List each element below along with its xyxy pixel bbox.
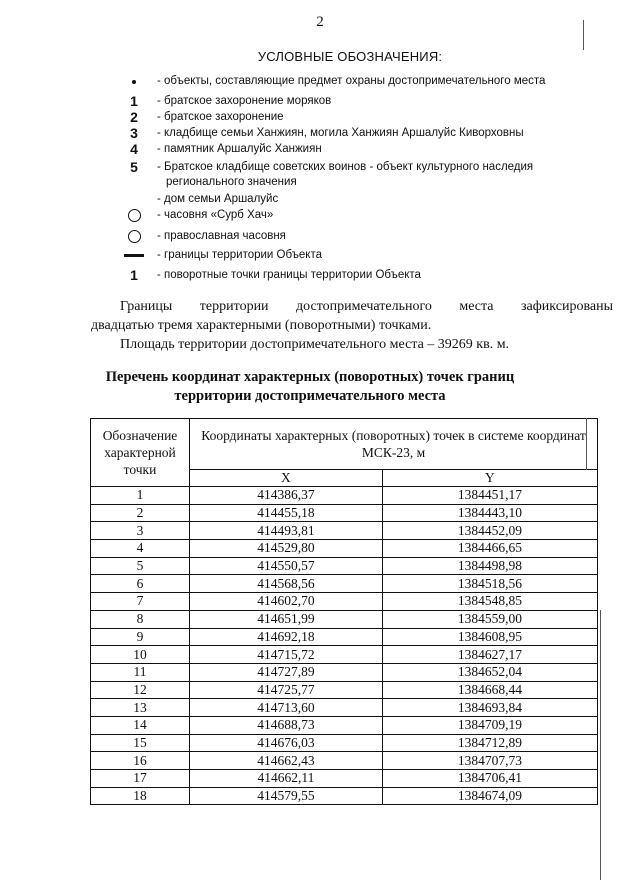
cell-point-number: 9 <box>91 628 190 646</box>
legend-text: - братское захоронение <box>157 111 284 123</box>
cell-x: 414550,57 <box>190 557 383 575</box>
cell-y: 1384706,41 <box>382 770 597 788</box>
legend-text: - объекты, составляющие предмет охраны достопримечательного места <box>157 75 546 87</box>
cell-x: 414725,77 <box>190 681 383 699</box>
cell-x: 414529,80 <box>190 540 383 558</box>
legend-text: - часовня «Сурб Хач» <box>157 209 274 221</box>
legend-symbol <box>118 74 150 88</box>
cell-y: 1384652,04 <box>382 663 597 681</box>
header-coordinates: Координаты характерных (поворотных) точек в системе координат МСК-23, м <box>190 419 598 470</box>
cell-point-number: 12 <box>91 681 190 699</box>
cell-y: 1384498,98 <box>382 557 597 575</box>
cell-x: 414713,60 <box>190 699 383 717</box>
cell-y: 1384559,00 <box>382 610 597 628</box>
cell-point-number: 4 <box>91 540 190 558</box>
cell-point-number: 13 <box>91 699 190 717</box>
cell-x: 414493,81 <box>190 522 383 540</box>
scan-edge-line <box>586 418 587 470</box>
table-row <box>91 557 598 575</box>
cell-point-number: 14 <box>91 716 190 734</box>
legend-symbol: 5 <box>130 159 138 175</box>
scan-edge-line <box>600 610 601 880</box>
legend-text: - границы территории Объекта <box>157 249 322 261</box>
legend-text: - памятник Аршалуйс Ханжиян <box>157 143 322 155</box>
cell-point-number: 6 <box>91 575 190 593</box>
legend-text: - поворотные точки границы территории Объекта <box>157 269 421 281</box>
cell-point-number: 3 <box>91 522 190 540</box>
cell-x: 414651,99 <box>190 610 383 628</box>
table-row <box>91 487 598 505</box>
cell-y: 1384452,09 <box>382 522 597 540</box>
scan-edge-line <box>583 20 584 50</box>
page-number: 2 <box>316 14 324 30</box>
cell-y: 1384709,19 <box>382 716 597 734</box>
line-icon <box>118 248 150 262</box>
cell-x: 414676,03 <box>190 734 383 752</box>
legend-text: - братское захоронение моряков <box>157 95 332 107</box>
cell-point-number: 11 <box>91 663 190 681</box>
cell-y: 1384608,95 <box>382 628 597 646</box>
cell-y: 1384466,65 <box>382 540 597 558</box>
coordinates-table <box>90 418 598 805</box>
table-row <box>91 699 598 717</box>
cell-x: 414662,11 <box>190 770 383 788</box>
cell-x: 414688,73 <box>190 716 383 734</box>
legend-symbol: 1 <box>130 267 138 283</box>
cell-x: 414579,55 <box>190 787 383 805</box>
table-row <box>91 593 598 611</box>
paragraph-area: Площадь территории достопримечательного места – 39269 кв. м. <box>120 337 510 352</box>
table-row <box>91 504 598 522</box>
cell-x: 414727,89 <box>190 663 383 681</box>
legend-text: - православная часовня <box>157 230 286 242</box>
legend-title: УСЛОВНЫЕ ОБОЗНАЧЕНИЯ: <box>257 49 443 64</box>
table-row <box>91 734 598 752</box>
header-point-designation: Обозначение характерной точки <box>91 419 190 487</box>
cell-y: 1384707,73 <box>382 752 597 770</box>
cell-y: 1384674,09 <box>382 787 597 805</box>
legend-symbol: 2 <box>130 109 138 125</box>
cell-y: 1384693,84 <box>382 699 597 717</box>
legend-text: - кладбище семьи Ханжиян, могила Ханжиян Аршалуйс Киворховны <box>157 127 524 139</box>
cell-y: 1384548,85 <box>382 593 597 611</box>
cell-x: 414455,18 <box>190 504 383 522</box>
table-row <box>91 646 598 664</box>
legend-symbol: 4 <box>130 141 138 157</box>
cell-y: 1384627,17 <box>382 646 597 664</box>
cell-point-number: 15 <box>91 734 190 752</box>
legend-text: - дом семьи Аршалуйс <box>157 193 279 205</box>
cell-point-number: 16 <box>91 752 190 770</box>
header-x: X <box>190 470 383 487</box>
table-row <box>91 752 598 770</box>
cell-x: 414602,70 <box>190 593 383 611</box>
table-row <box>91 663 598 681</box>
table-title: Перечень координат характерных (поворотных) точек границ территории достопримечательного места <box>105 369 515 404</box>
table-row <box>91 522 598 540</box>
cell-point-number: 7 <box>91 593 190 611</box>
legend-symbol: 3 <box>130 125 138 141</box>
cell-x: 414386,37 <box>190 487 383 505</box>
cell-point-number: 8 <box>91 610 190 628</box>
cell-y: 1384451,17 <box>382 487 597 505</box>
paragraph-boundaries-line2: двадцатью тремя характерными (поворотными) точками. <box>91 318 432 333</box>
cell-x: 414568,56 <box>190 575 383 593</box>
cell-point-number: 18 <box>91 787 190 805</box>
table-row <box>91 770 598 788</box>
cell-x: 414692,18 <box>190 628 383 646</box>
cell-point-number: 17 <box>91 770 190 788</box>
cell-point-number: 2 <box>91 504 190 522</box>
cell-y: 1384668,44 <box>382 681 597 699</box>
cell-x: 414662,43 <box>190 752 383 770</box>
cell-y: 1384518,56 <box>382 575 597 593</box>
header-y: Y <box>382 470 597 487</box>
paragraph-boundaries-line1: Границы территории достопримечательного места зафиксированы <box>120 299 613 314</box>
table-row <box>91 681 598 699</box>
cell-y: 1384443,10 <box>382 504 597 522</box>
circle-icon <box>118 208 150 222</box>
legend-symbol: 1 <box>130 93 138 109</box>
table-row <box>91 610 598 628</box>
table-row <box>91 716 598 734</box>
table-row <box>91 628 598 646</box>
table-row <box>91 540 598 558</box>
cell-point-number: 1 <box>91 487 190 505</box>
table-row <box>91 575 598 593</box>
legend-text: - Братское кладбище советских воинов - объект культурного наследия <box>157 161 534 173</box>
table-row <box>91 787 598 805</box>
cell-y: 1384712,89 <box>382 734 597 752</box>
circle-icon <box>118 229 150 243</box>
cell-x: 414715,72 <box>190 646 383 664</box>
cell-point-number: 10 <box>91 646 190 664</box>
cell-point-number: 5 <box>91 557 190 575</box>
legend-text: регионального значения <box>166 176 297 188</box>
